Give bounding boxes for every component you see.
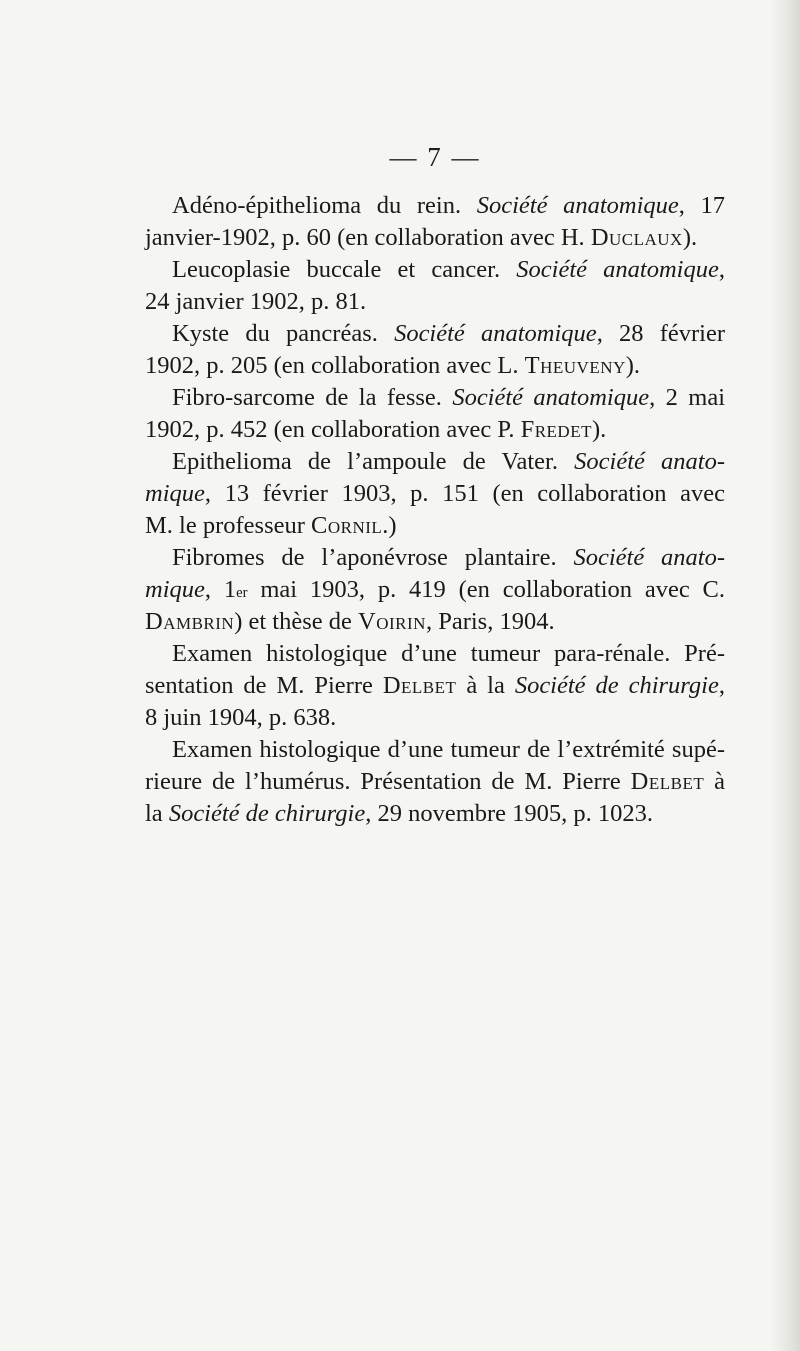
page-edge-shadow (770, 0, 800, 1351)
text-segment: janvier-1902, p. 60 (en collaboration avec H. (145, 224, 591, 251)
text-segment: Kyste du pancréas. (172, 320, 395, 347)
entry-line (145, 542, 725, 574)
text-segment: la (145, 800, 169, 827)
entry-line (145, 798, 725, 830)
entry-line (145, 350, 725, 382)
text-segment: 1902, p. 452 (en collaboration avec P. (145, 416, 521, 443)
text-segment: à la (456, 672, 515, 699)
text-segment: , (718, 256, 725, 283)
text-segment: , 1 (204, 576, 237, 603)
journal-title: Société anatomique (452, 384, 650, 411)
entry-line (145, 670, 725, 702)
bibliography-list (145, 190, 725, 830)
journal-title: mique (145, 480, 205, 507)
text-segment: mai 1903, p. 419 (en collaboration avec C. (247, 576, 725, 603)
text-segment: 24 janvier 1902, p. 81. (145, 288, 367, 315)
text-segment: Epithelioma de l’ampoule de Vater. (172, 448, 575, 475)
text-segment: 8 juin 1904, p. 638. (145, 704, 337, 731)
text-segment: , 2 mai (649, 384, 726, 411)
text-segment: Adéno-épithelioma du rein. (172, 192, 477, 219)
bibliography-entry (145, 318, 725, 382)
entry-line (145, 318, 725, 350)
bibliography-entry (145, 190, 725, 254)
author-name: Fredet (520, 416, 592, 443)
author-name: Theuveny (524, 352, 626, 379)
entry-line (145, 766, 725, 798)
text-segment: Examen histologique d’une tumeur para-rénale. Pré- (172, 640, 725, 667)
text-segment: ). (682, 224, 698, 251)
journal-title: Société anatomique (516, 256, 719, 283)
text-segment: , 17 (678, 192, 726, 219)
bibliography-entry (145, 542, 725, 638)
author-name: Delbet (382, 672, 457, 699)
entry-line (145, 446, 725, 478)
author-name: Duclaux (590, 224, 683, 251)
journal-title: Société anato- (574, 448, 725, 475)
bibliography-entry (145, 446, 725, 542)
entry-line (145, 510, 725, 542)
text-segment: ) et thèse de (234, 608, 359, 635)
entry-line (145, 222, 725, 254)
entry-line (145, 638, 725, 670)
text-segment: .) (382, 512, 397, 539)
journal-title: Société anatomique (394, 320, 597, 347)
bibliography-entry (145, 382, 725, 446)
text-segment: , (718, 672, 725, 699)
author-name: Voirin (358, 608, 426, 635)
entry-line (145, 286, 725, 318)
text-segment: , Paris, 1904. (425, 608, 555, 635)
text-segment: ). (625, 352, 641, 379)
text-segment: rieure de l’humérus. Présentation de M. Pierre (145, 768, 631, 795)
text-segment: , 13 février 1903, p. 151 (en collaboration avec (204, 480, 725, 507)
text-segment: , 28 février (596, 320, 725, 347)
text-segment: M. le professeur (145, 512, 312, 539)
entry-line (145, 574, 725, 606)
text-segment: 1902, p. 205 (en collaboration avec L. (145, 352, 525, 379)
journal-title: Société anatomique (476, 192, 679, 219)
page-number: — 7 — (389, 142, 481, 172)
author-name: Cornil (311, 512, 383, 539)
journal-title: Société de chirurgie (168, 800, 366, 827)
bibliography-entry (145, 254, 725, 318)
journal-title: Société anato- (573, 544, 726, 571)
text-segment: Leucoplasie buccale et cancer. (172, 256, 517, 283)
text-segment: à (704, 768, 726, 795)
author-name: Dambrin (145, 608, 235, 635)
text-segment: , 29 novembre 1905, p. 1023. (365, 800, 654, 827)
entry-line (145, 702, 725, 734)
author-name: Delbet (630, 768, 705, 795)
entry-line (145, 734, 725, 766)
superscript: er (236, 585, 248, 601)
text-segment: sentation de M. Pierre (145, 672, 383, 699)
entry-line (145, 606, 725, 638)
bibliography-entry (145, 638, 725, 734)
text-segment: Examen histologique d’une tumeur de l’extrémité supé- (172, 736, 725, 763)
entry-line (145, 414, 725, 446)
text-segment: ). (591, 416, 607, 443)
text-segment: Fibromes de l’aponévrose plantaire. (172, 544, 574, 571)
entry-line (145, 478, 725, 510)
text-segment: Fibro-sarcome de la fesse. (172, 384, 453, 411)
entry-line (145, 382, 725, 414)
journal-title: Société de chirurgie (514, 672, 719, 699)
entry-line (145, 254, 725, 286)
bibliography-entry (145, 734, 725, 830)
entry-line (145, 190, 725, 222)
journal-title: mique (145, 576, 205, 603)
